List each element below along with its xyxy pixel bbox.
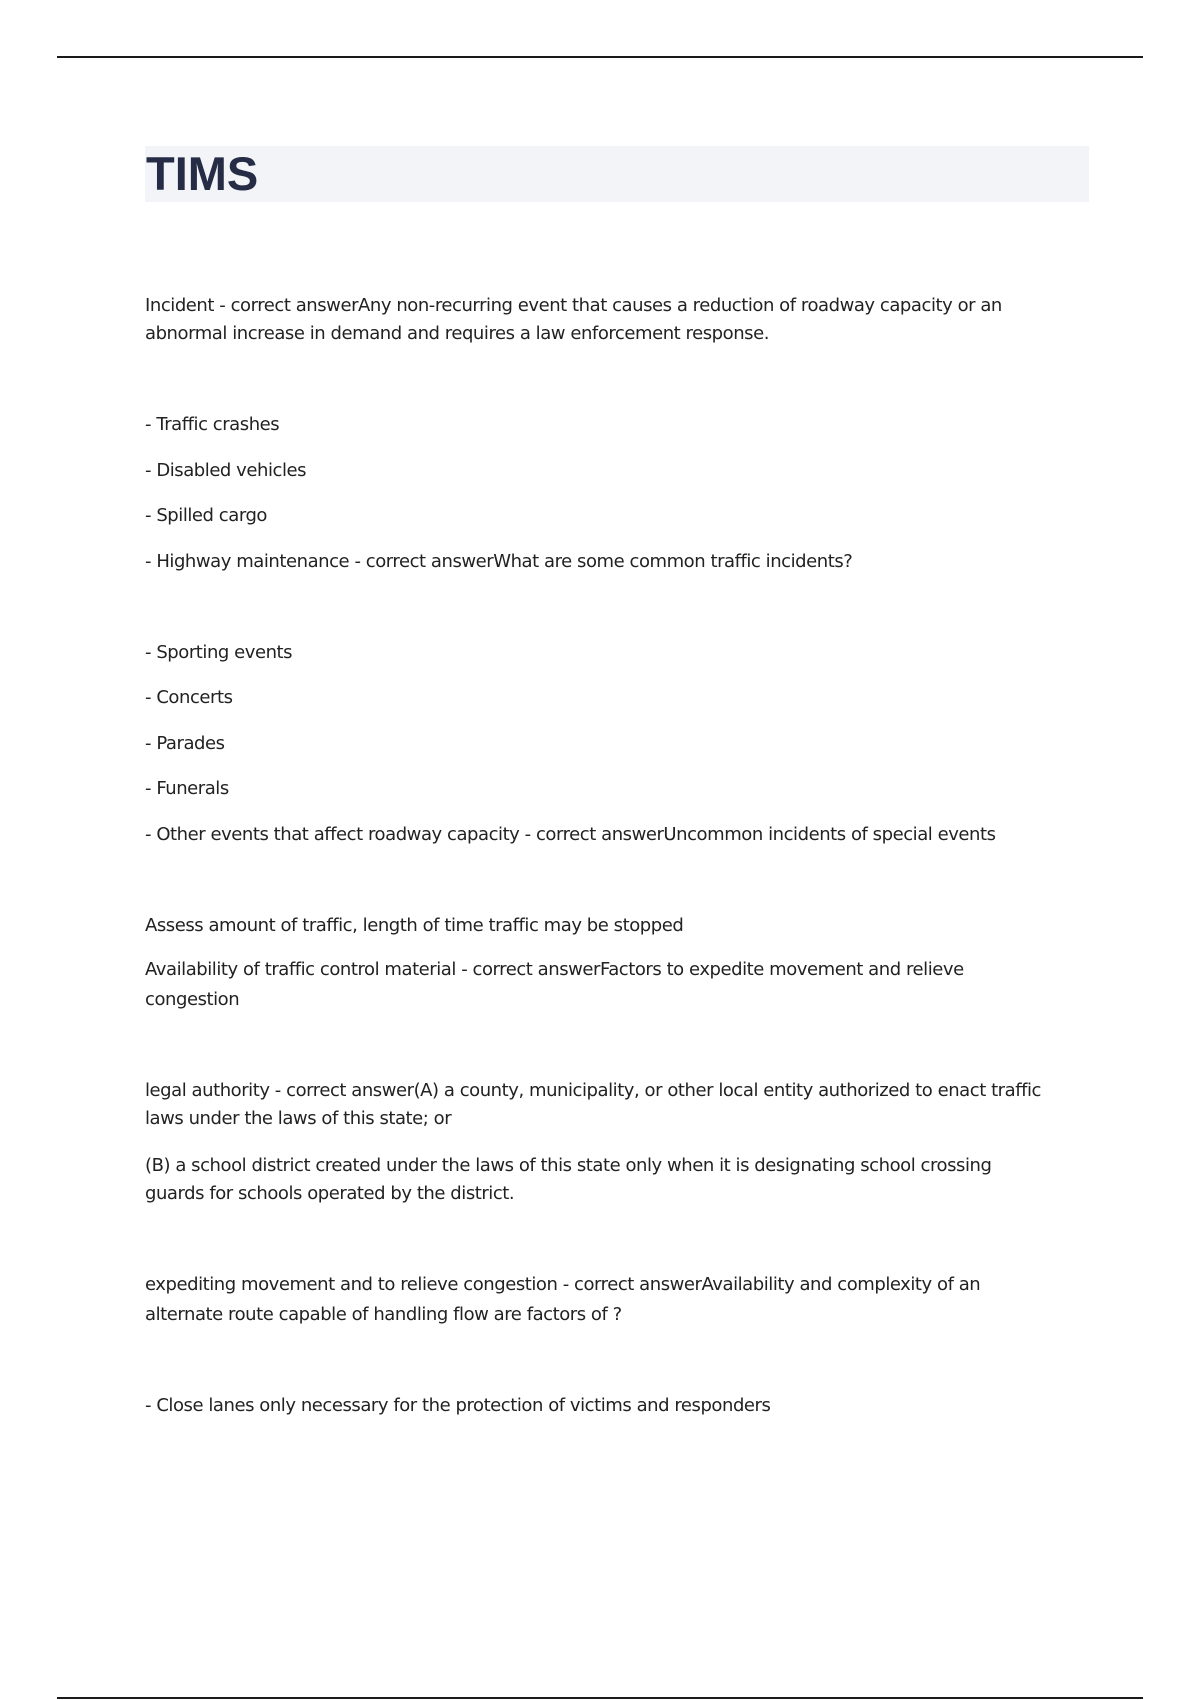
text-line: legal authority - correct answer(A) a county, municipality, or other local entity authorized to enact traffic xyxy=(145,1080,1041,1101)
text-line: abnormal increase in demand and requires a law enforcement response. xyxy=(145,323,769,344)
text-line: laws under the laws of this state; or xyxy=(145,1108,452,1129)
top-rule xyxy=(57,56,1143,58)
list-item: - Sporting events xyxy=(145,642,293,663)
list-item: - Funerals xyxy=(145,778,229,799)
text-line: Assess amount of traffic, length of time traffic may be stopped xyxy=(145,915,684,936)
document-title: TIMS xyxy=(146,147,259,200)
text-line: alternate route capable of handling flow are factors of ? xyxy=(145,1304,622,1325)
bottom-rule xyxy=(57,1697,1143,1699)
text-line: (B) a school district created under the laws of this state only when it is designating school crossing xyxy=(145,1155,992,1176)
list-item: - Concerts xyxy=(145,687,233,708)
text-line: Availability of traffic control material - correct answerFactors to expedite movement and relieve xyxy=(145,959,964,980)
list-item: - Disabled vehicles xyxy=(145,460,307,481)
list-item: - Parades xyxy=(145,733,225,754)
text-line: congestion xyxy=(145,989,240,1010)
list-item: - Spilled cargo xyxy=(145,505,267,526)
list-item: - Other events that affect roadway capacity - correct answerUncommon incidents of special events xyxy=(145,824,996,845)
text-line: Incident - correct answerAny non-recurring event that causes a reduction of roadway capacity or an xyxy=(145,295,1002,316)
title-band xyxy=(145,146,1089,202)
text-line: expediting movement and to relieve congestion - correct answerAvailability and complexity of an xyxy=(145,1274,981,1295)
list-item: - Close lanes only necessary for the protection of victims and responders xyxy=(145,1395,771,1416)
text-line: guards for schools operated by the district. xyxy=(145,1183,515,1204)
list-item: - Highway maintenance - correct answerWhat are some common traffic incidents? xyxy=(145,551,853,572)
list-item: - Traffic crashes xyxy=(145,414,280,435)
